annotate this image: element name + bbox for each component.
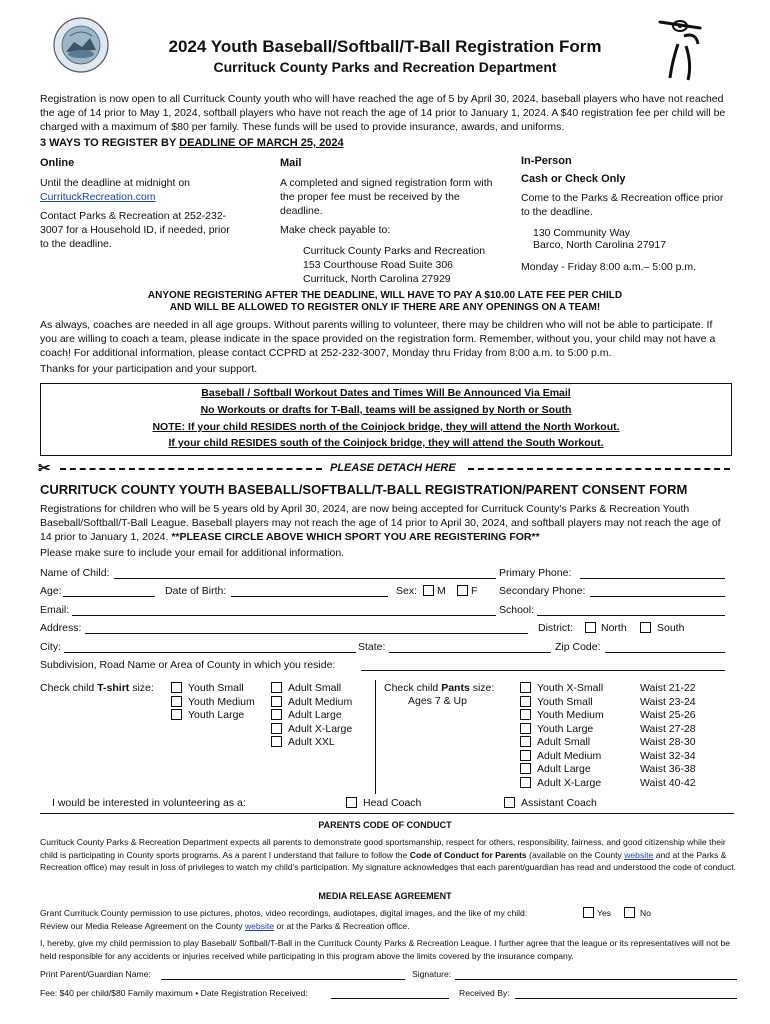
age-label: Age:	[40, 585, 62, 597]
pants-youth-x-small-label: Youth X-Small	[537, 682, 604, 694]
inperson-cash: Cash or Check Only	[521, 173, 626, 185]
media-review: Review our Media Release Agreement on the County website or at the Parks & Recreation office.	[40, 921, 410, 931]
received-by-label: Received By:	[459, 988, 510, 998]
media-website-link[interactable]: website	[244, 921, 275, 931]
intro-paragraph: Registration is now open to all Currituck County youth who will have reached the age of 5 by April 30, 2024, baseball players who have not reached the age of 14 prior to May 1, 2024, softball players who have not reach the age of 14 prior to January 1, 2024. A $40 registration fee per child will be charged with a maximum of $80 per family. These funds will be used to provide insurance, awards, and uniforms.	[40, 93, 726, 133]
age-field[interactable]	[63, 596, 155, 597]
tshirt-youth-youth-large-label: Youth Large	[188, 709, 245, 721]
pants-youth-x-small-checkbox[interactable]	[520, 682, 531, 693]
pants-youth-large-label: Youth Large	[537, 722, 594, 735]
tshirt-adult-adult-x-large-checkbox[interactable]	[271, 723, 282, 734]
tshirt-adult-adult-medium-checkbox[interactable]	[271, 696, 282, 707]
email-field[interactable]	[72, 615, 496, 616]
volunteer-label: I would be interested in volunteering as a:	[52, 797, 246, 809]
tshirt-adult-adult-medium-label: Adult Medium	[288, 695, 353, 708]
address-label: Address:	[40, 622, 82, 634]
conduct-website-link[interactable]: website	[624, 849, 654, 860]
coaches-paragraph: As always, coaches are needed in all age groups. Without parents willing to volunteer, there may be children who will not be able to participate. If you are willing to coach a team, please indicate in the space provided on the registration form. Remember, without you, your child may not have a coach! For additional information, please contact CCPRD at 252-232-3007, Monday thru Friday from 8:00 a.m. to 5:00 p.m.	[40, 319, 716, 359]
pants-adult-large-checkbox[interactable]	[520, 763, 531, 774]
sex-male-label: M	[437, 585, 446, 597]
subdivision-label: Subdivision, Road Name or Area of County in which you reside:	[40, 659, 336, 671]
inperson-title: In-Person	[521, 155, 572, 167]
fee-label: Fee: $40 per child/$80 Family maximum • Date Registration Received:	[40, 988, 308, 998]
pants-youth-small-label: Youth Small	[537, 695, 593, 708]
assistant-coach-label: Assistant Coach	[521, 797, 597, 809]
pants-waist-waist-23-24-label: Waist 23-24	[640, 695, 696, 708]
mail-address-3: Currituck, North Carolina 27929	[303, 273, 451, 285]
announce-line-3: NOTE: If your child RESIDES north of the Coinjock bridge, they will attend the North Workout.	[152, 421, 620, 433]
media-yes-checkbox[interactable]	[583, 907, 594, 918]
dob-field[interactable]	[231, 596, 388, 597]
tshirt-adult-adult-small-label: Adult Small	[288, 682, 342, 694]
name-field[interactable]	[114, 578, 496, 579]
pants-waist-waist-21-22-label: Waist 21-22	[640, 682, 696, 694]
city-label: City:	[40, 641, 61, 653]
district-label: District:	[538, 622, 573, 634]
sex-female-label: F	[471, 585, 478, 597]
online-link[interactable]: CurrituckRecreation.com	[40, 191, 156, 203]
print-name-label: Print Parent/Guardian Name:	[40, 969, 151, 979]
secondary-phone-label: Secondary Phone:	[499, 585, 586, 597]
section-rule	[40, 813, 734, 814]
ways-heading: 3 WAYS TO REGISTER BY DEADLINE OF MARCH 25, 2024	[40, 137, 344, 149]
announce-line-1: Baseball / Softball Workout Dates and Times Will Be Announced Via Email	[201, 387, 571, 399]
school-field[interactable]	[537, 615, 725, 616]
form-intro: Registrations for children who will be 5 years old by April 30, 2024, are now being accepted for Currituck County's Parks & Recreation Youth Baseball/Softball/T-Ball League. Baseball players may not reach the age of 14 prior to April 30, 2024, and softball players may not reach the age of 14 prior to January 1, 2024. **PLEASE CIRCLE ABOVE WHICH SPORT YOU ARE REGISTERING FOR**	[40, 503, 721, 543]
thanks-text: Thanks for your participation and your support.	[40, 363, 258, 375]
district-south-label: South	[657, 622, 685, 634]
pants-waist-waist-25-26-label: Waist 25-26	[640, 709, 696, 721]
pants-adult-large-label: Adult Large	[537, 763, 591, 775]
pants-youth-medium-checkbox[interactable]	[520, 709, 531, 720]
mail-title: Mail	[280, 157, 302, 169]
dob-label: Date of Birth:	[165, 585, 227, 597]
pants-youth-small-checkbox[interactable]	[520, 696, 531, 707]
inperson-address-1: 130 Community Way	[533, 227, 631, 239]
inperson-hours: Monday - Friday 8:00 a.m.– 5:00 p.m.	[521, 261, 697, 273]
signature-field[interactable]	[455, 979, 737, 980]
pants-waist-waist-40-42-label: Waist 40-42	[640, 776, 696, 789]
page-title: 2024 Youth Baseball/Softball/T-Ball Registration Form	[168, 37, 602, 56]
head-coach-checkbox[interactable]	[346, 797, 357, 808]
page-subtitle: Currituck County Parks and Recreation Department	[213, 59, 557, 75]
conduct-text: Currituck County Parks & Recreation Department expects all parents to demonstrate good sportsmanship, respect for others, responsibility, fairness, and good citizenship while their child is participating in County sports programs. As a parent I understand that failure to follow the Code of Conduct for Parents (available on the County website and at the Parks & Recreation office) may result in loss of privileges to watch my child's participation. My signature acknowledges that each parent/guardian has read and understood the code of conduct.	[40, 837, 737, 872]
head-coach-label: Head Coach	[363, 797, 422, 809]
print-name-field[interactable]	[161, 979, 405, 980]
sex-female-checkbox[interactable]	[457, 585, 468, 596]
district-south-checkbox[interactable]	[640, 622, 651, 633]
late-fee-line-1: ANYONE REGISTERING AFTER THE DEADLINE, WILL HAVE TO PAY A $10.00 LATE FEE PER CHILD	[147, 290, 623, 301]
school-label: School:	[499, 604, 535, 616]
announcement-box	[40, 383, 732, 456]
email-label: Email:	[40, 604, 70, 616]
address-field[interactable]	[85, 633, 528, 634]
mail-text: A completed and signed registration form with the proper fee must be received by the deadline.	[280, 177, 493, 217]
media-grant: Grant Currituck County permission to use pictures, photos, video recordings, audiotapes, digital images, and the like of my child:	[40, 908, 528, 918]
subdivision-field[interactable]	[361, 670, 725, 671]
zip-field[interactable]	[605, 652, 725, 653]
pants-waist-waist-32-34-label: Waist 32-34	[640, 749, 696, 762]
late-fee-line-2: AND WILL BE ALLOWED TO REGISTER ONLY IF THERE ARE ANY OPENINGS ON A TEAM!	[169, 302, 601, 313]
city-field[interactable]	[64, 652, 356, 653]
media-title: MEDIA RELEASE AGREEMENT	[318, 891, 452, 901]
pants-adult-small-checkbox[interactable]	[520, 736, 531, 747]
pants-adult-x-large-checkbox[interactable]	[520, 777, 531, 788]
district-north-label: North	[601, 622, 627, 634]
scissors-icon: ✂	[38, 460, 51, 477]
detach-dash-right	[468, 468, 730, 470]
email-note: Please make sure to include your email for additional information.	[40, 547, 345, 559]
sex-male-checkbox[interactable]	[423, 585, 434, 596]
pants-youth-large-checkbox[interactable]	[520, 723, 531, 734]
pants-ages: Ages 7 & Up	[408, 695, 467, 707]
pants-adult-small-label: Adult Small	[537, 736, 591, 748]
pants-label: Check child Pants size:	[384, 682, 495, 694]
media-no-label: No	[640, 908, 651, 918]
tshirt-adult-adult-small-checkbox[interactable]	[271, 682, 282, 693]
pants-waist-waist-28-30-label: Waist 28-30	[640, 736, 696, 748]
media-no-checkbox[interactable]	[624, 907, 635, 918]
media-yes-label: Yes	[597, 908, 612, 918]
tshirt-youth-youth-large-checkbox[interactable]	[171, 709, 182, 720]
announce-line-4: If your child RESIDES south of the Coinjock bridge, they will attend the South Workout.	[168, 437, 604, 449]
tshirt-youth-youth-medium-checkbox[interactable]	[171, 696, 182, 707]
state-field[interactable]	[389, 652, 551, 653]
tshirt-youth-youth-medium-label: Youth Medium	[188, 695, 255, 708]
detach-dash-left	[60, 468, 322, 470]
media-consent: I, hereby, give my child permission to play Baseball/ Softball/T-Ball in the Currituck County Parks & Recreation League. I further agree that the league or its representatives will not be held responsible for any accidents or injuries received while participating in this program above the limits covered by the insurance company.	[40, 938, 731, 961]
date-received-field[interactable]	[331, 998, 449, 999]
form-heading: CURRITUCK COUNTY YOUTH BASEBALL/SOFTBALL/T-BALL REGISTRATION/PARENT CONSENT FORM	[40, 482, 688, 497]
name-label: Name of Child:	[40, 567, 110, 579]
pants-youth-medium-label: Youth Medium	[537, 709, 604, 721]
mail-address-1: Currituck County Parks and Recreation	[303, 245, 486, 257]
secondary-phone-field[interactable]	[590, 596, 725, 597]
mail-payable: Make check payable to:	[280, 224, 391, 236]
pants-adult-medium-label: Adult Medium	[537, 749, 602, 762]
announce-line-2: No Workouts or drafts for T-Ball, teams will be assigned by North or South	[200, 404, 572, 416]
pants-adult-x-large-label: Adult X-Large	[537, 776, 602, 789]
tshirt-adult-adult-large-checkbox[interactable]	[271, 709, 282, 720]
tshirt-youth-youth-small-checkbox[interactable]	[171, 682, 182, 693]
online-title: Online	[40, 157, 75, 169]
sex-label: Sex:	[396, 585, 418, 597]
tshirt-adult-adult-x-large-label: Adult X-Large	[288, 722, 353, 735]
signature-label: Signature:	[412, 969, 452, 979]
tshirt-adult-adult-large-label: Adult Large	[288, 709, 342, 721]
primary-phone-field[interactable]	[580, 578, 725, 579]
tshirt-youth-youth-small-label: Youth Small	[188, 682, 244, 694]
zip-label: Zip Code:	[555, 641, 601, 653]
received-by-field[interactable]	[515, 998, 737, 999]
district-north-checkbox[interactable]	[585, 622, 596, 633]
tshirt-label: Check child T-shirt size:	[40, 682, 154, 694]
online-contact: Contact Parks & Recreation at 252-232-3007 for a Household ID, if needed, prior to the deadline.	[40, 210, 230, 250]
pants-waist-waist-36-38-label: Waist 36-38	[640, 763, 696, 775]
inperson-text: Come to the Parks & Recreation office prior to the deadline.	[521, 192, 724, 218]
primary-phone-label: Primary Phone:	[499, 567, 572, 579]
detach-label: PLEASE DETACH HERE	[330, 462, 456, 474]
state-label: State:	[358, 641, 386, 653]
online-text: Until the deadline at midnight on	[40, 177, 191, 189]
size-divider	[375, 680, 376, 794]
inperson-address-2: Barco, North Carolina 27917	[533, 239, 667, 251]
conduct-title: PARENTS CODE OF CONDUCT	[318, 820, 452, 830]
tshirt-adult-adult-xxl-label: Adult XXL	[288, 736, 335, 748]
mail-address-2: 153 Courthouse Road Suite 306	[303, 259, 454, 271]
pants-adult-medium-checkbox[interactable]	[520, 750, 531, 761]
assistant-coach-checkbox[interactable]	[504, 797, 515, 808]
pants-waist-waist-27-28-label: Waist 27-28	[640, 722, 696, 735]
tshirt-adult-adult-xxl-checkbox[interactable]	[271, 736, 282, 747]
